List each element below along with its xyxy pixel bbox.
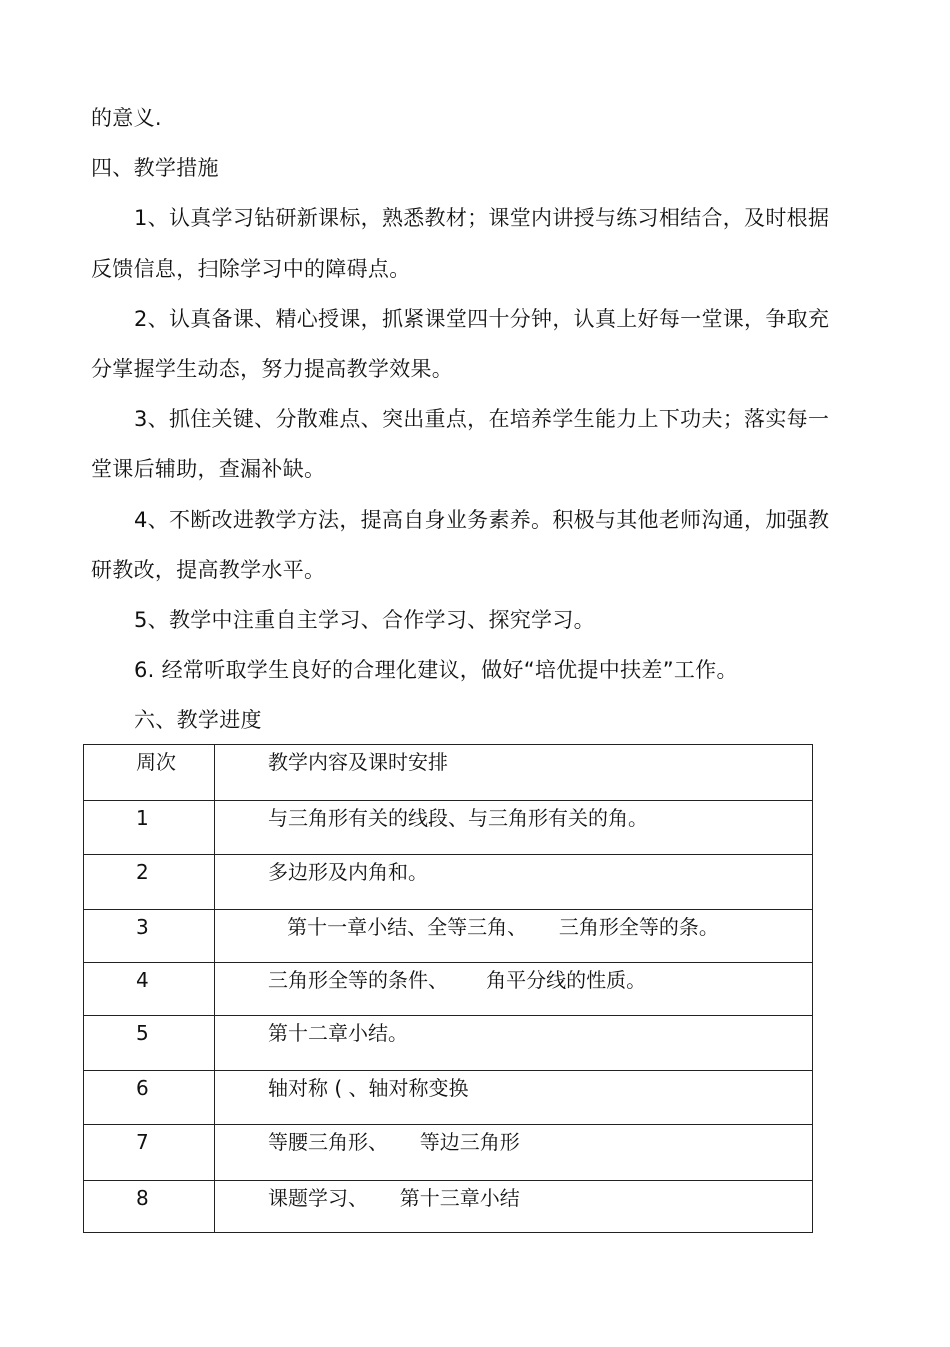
row-content: 多边形及内角和。 <box>215 855 813 910</box>
row-week: 6 <box>84 1071 215 1125</box>
table-row <box>84 1181 813 1233</box>
table-header-row <box>84 745 813 801</box>
row-week: 3 <box>84 910 215 963</box>
section-heading-schedule: 六、教学进度 <box>134 708 262 732</box>
row-content: 三角形全等的条件、 角平分线的性质。 <box>215 963 813 1016</box>
table-row <box>84 1016 813 1071</box>
row-week: 1 <box>84 801 215 855</box>
measure-item-2-line-2: 分掌握学生动态，努力提高教学效果。 <box>91 357 454 381</box>
table-row <box>84 1125 813 1181</box>
measure-item-2-line-1: 2、认真备课、精心授课，抓紧课堂四十分钟，认真上好每一堂课，争取充 <box>134 307 830 331</box>
row-content: 等腰三角形、 等边三角形 <box>215 1125 813 1181</box>
row-content: 与三角形有关的线段、与三角形有关的角。 <box>215 801 813 855</box>
row-week: 2 <box>84 855 215 910</box>
table-row <box>84 801 813 855</box>
measure-item-1-line-1: 1、认真学习钻研新课标，熟悉教材；课堂内讲授与练习相结合，及时根据 <box>134 206 830 230</box>
measure-item-4-line-2: 研教改，提高教学水平。 <box>91 558 326 582</box>
header-week: 周次 <box>84 745 215 801</box>
row-week: 4 <box>84 963 215 1016</box>
table-row <box>84 910 813 963</box>
measure-item-3-line-2: 堂课后辅助，查漏补缺。 <box>91 457 326 481</box>
table-row <box>84 855 813 910</box>
table-row <box>84 1071 813 1125</box>
measure-item-5: 5、教学中注重自主学习、合作学习、探究学习。 <box>134 608 595 632</box>
table-row <box>84 963 813 1016</box>
row-week: 7 <box>84 1125 215 1181</box>
measure-item-6: 6. 经常听取学生良好的合理化建议，做好“培优提中扶差”工作。 <box>134 658 738 682</box>
header-content: 教学内容及课时安排 <box>215 745 813 801</box>
row-week: 8 <box>84 1181 215 1233</box>
measure-item-1-line-2: 反馈信息，扫除学习中的障碍点。 <box>91 257 411 281</box>
paragraph-continuation: 的意义. <box>91 106 162 130</box>
row-content: 轴对称 ( 、轴对称变换 <box>215 1071 813 1125</box>
schedule-table <box>83 744 813 1233</box>
section-heading-measures: 四、教学措施 <box>91 156 219 180</box>
row-content: 第十二章小结。 <box>215 1016 813 1071</box>
row-content: 课题学习、 第十三章小结 <box>215 1181 813 1233</box>
row-content: 第十一章小结、全等三角、 三角形全等的条。 <box>215 910 813 963</box>
measure-item-3-line-1: 3、抓住关键、分散难点、突出重点，在培养学生能力上下功夫；落实每一 <box>134 407 830 431</box>
measure-item-4-line-1: 4、不断改进教学方法，提高自身业务素养。积极与其他老师沟通，加强教 <box>134 508 830 532</box>
row-week: 5 <box>84 1016 215 1071</box>
